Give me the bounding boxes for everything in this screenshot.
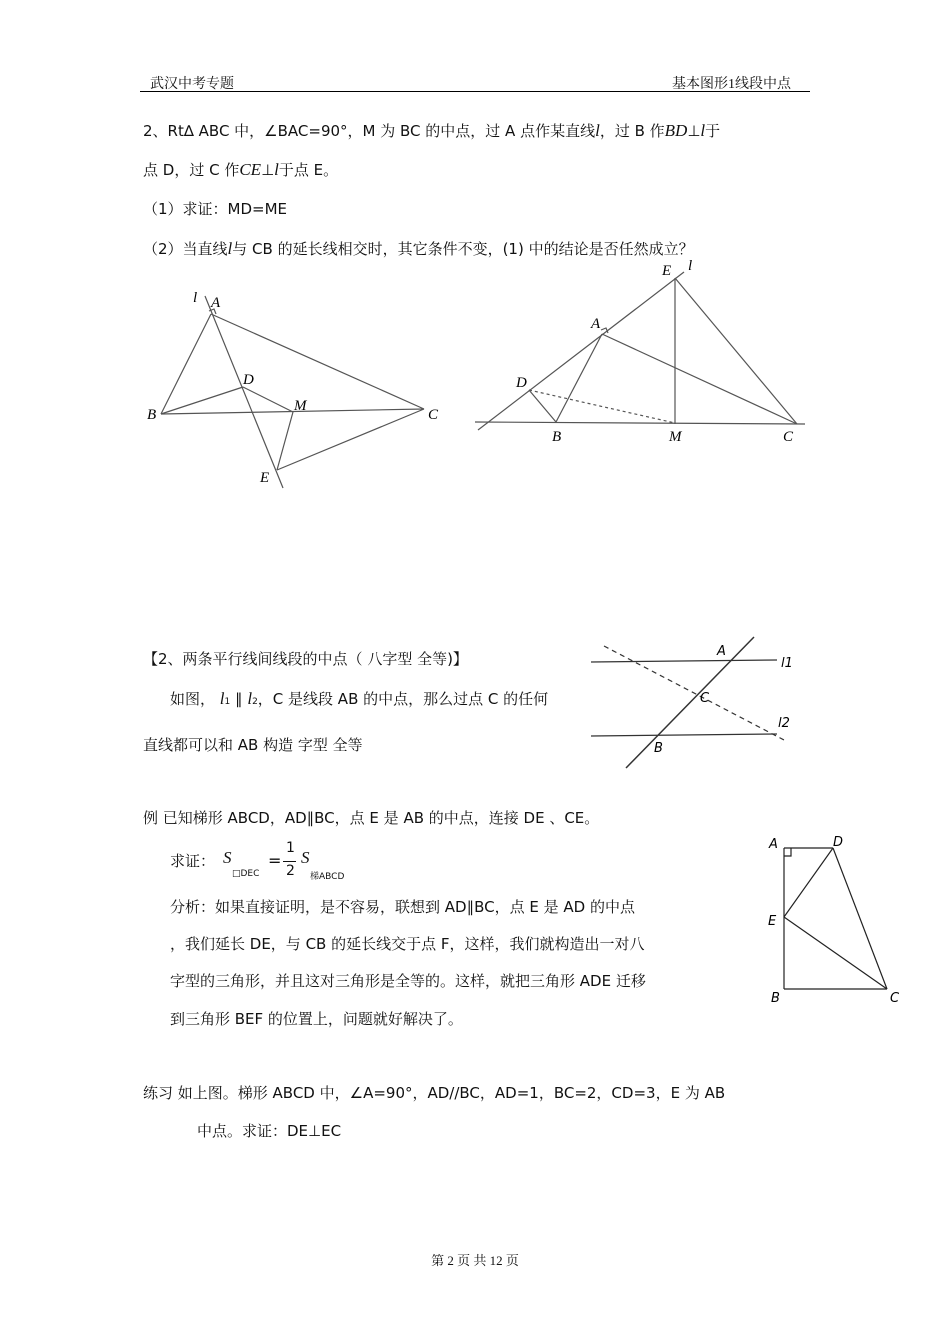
analysis-line3: 字型的三角形，并且这对三角形是全等的。这样，就把三角形 ADE 迁移 — [170, 972, 646, 990]
fraction-numerator: 1 — [286, 840, 295, 856]
segment-ed — [784, 848, 833, 917]
analysis-line1: 分析：如果直接证明，是不容易，联想到 AD∥BC，点 E 是 AD 的中点 — [170, 898, 635, 916]
label-a: A — [717, 644, 726, 659]
perp-symbol: ⊥ — [687, 122, 701, 140]
label-c: C — [428, 407, 439, 423]
label-b: B — [147, 407, 157, 423]
segment-dc — [833, 848, 887, 989]
equals-sign: = — [268, 851, 282, 870]
label-d: D — [833, 835, 844, 850]
example-statement: 例 已知梯形 ABCD，AD∥BC，点 E 是 AB 的中点，连接 DE 、CE。 — [143, 809, 600, 827]
problem2-text-b: ，过 B 作 — [599, 122, 665, 140]
parallel-symbol: ∥ — [235, 690, 243, 708]
analysis-line4: 到三角形 BEF 的位置上，问题就好解决了。 — [170, 1010, 463, 1028]
fraction-denominator: 2 — [286, 863, 295, 879]
line-l-symbol: l — [700, 121, 706, 140]
q2-text-b: 与 CB 的延长线相交时，其它条件不变，(1) 中的结论是否任然成立？ — [232, 240, 694, 258]
ce-symbol: CE — [239, 160, 262, 179]
label-l1: l1 — [781, 656, 793, 671]
section2-intro-line2: 直线都可以和 AB 构造 字型 全等 — [143, 736, 363, 754]
page-footer: 第 2 页 共 12 页 — [431, 1253, 519, 1268]
analysis-line2: ，我们延长 DE，与 CB 的延长线交于点 F，这样，我们就构造出一对八 — [170, 935, 645, 953]
line-l-symbol: l — [227, 239, 233, 258]
area-abcd-subscript: 梯ABCD — [310, 872, 345, 882]
label-m: M — [294, 398, 307, 414]
l2-subscript: 2 — [252, 697, 258, 707]
right-angle-mark — [784, 848, 791, 856]
label-e: E — [260, 470, 270, 486]
intro-text-b: ，C 是线段 AB 的中点，那么过点 C 的任何 — [257, 690, 549, 708]
exercise-line1: 练习 如上图。梯形 ABCD 中，∠A=90°，AD//BC，AD=1，BC=2，CD=3，E 为 AB — [143, 1084, 726, 1102]
label-b: B — [552, 429, 562, 445]
label-l2: l2 — [778, 716, 790, 731]
line-l-symbol: l — [274, 160, 279, 179]
area-s-symbol-2: S — [301, 848, 310, 867]
exercise-line2: 中点。求证：DE⊥EC — [197, 1122, 342, 1140]
label-m: M — [669, 429, 682, 445]
label-d: D — [243, 372, 254, 388]
q2-text-a: （2）当直线 — [143, 240, 228, 258]
label-a: A — [769, 837, 778, 852]
l1-subscript: 1 — [224, 697, 231, 707]
line-l-symbol: l — [595, 121, 600, 140]
label-d: D — [516, 375, 527, 391]
label-e: E — [768, 914, 777, 929]
label-l: l — [688, 258, 693, 274]
perp-symbol: ⊥ — [261, 161, 275, 179]
area-dec-subscript: □DEC — [232, 869, 260, 879]
label-b: B — [771, 991, 780, 1006]
intro-text-a: 如图， — [170, 690, 216, 708]
label-c: C — [700, 691, 710, 706]
problem2-text-c: 于 — [705, 122, 721, 140]
label-e: E — [662, 263, 672, 279]
l1-symbol: l — [219, 689, 225, 708]
segment-ec — [784, 917, 887, 989]
label-c: C — [783, 429, 794, 445]
area-s-symbol: S — [223, 848, 232, 867]
l2-symbol: l — [247, 689, 253, 708]
label-b: B — [654, 741, 663, 756]
bd-symbol: BD — [664, 121, 688, 140]
label-l: l — [193, 290, 198, 306]
section2-title: 【2、两条平行线间线段的中点（ 八字型 全等)】 — [143, 650, 468, 668]
label-c: C — [890, 991, 900, 1006]
header-left: 武汉中考专题 — [150, 77, 234, 92]
problem2-text-e: 于点 E。 — [278, 161, 339, 179]
problem2-text-a: 2、Rt∆ ABC 中，∠BAC=90°，M 为 BC 的中点，过 A 点作某直线 — [143, 122, 596, 140]
label-a: A — [211, 295, 221, 311]
problem2-text-d: 点 D，过 C 作 — [143, 161, 240, 179]
header-right: 基本图形1线段中点 — [672, 77, 791, 92]
label-a: A — [591, 316, 601, 332]
problem2-question1: （1）求证：MD=ME — [143, 200, 288, 218]
prove-label: 求证： — [170, 852, 216, 870]
